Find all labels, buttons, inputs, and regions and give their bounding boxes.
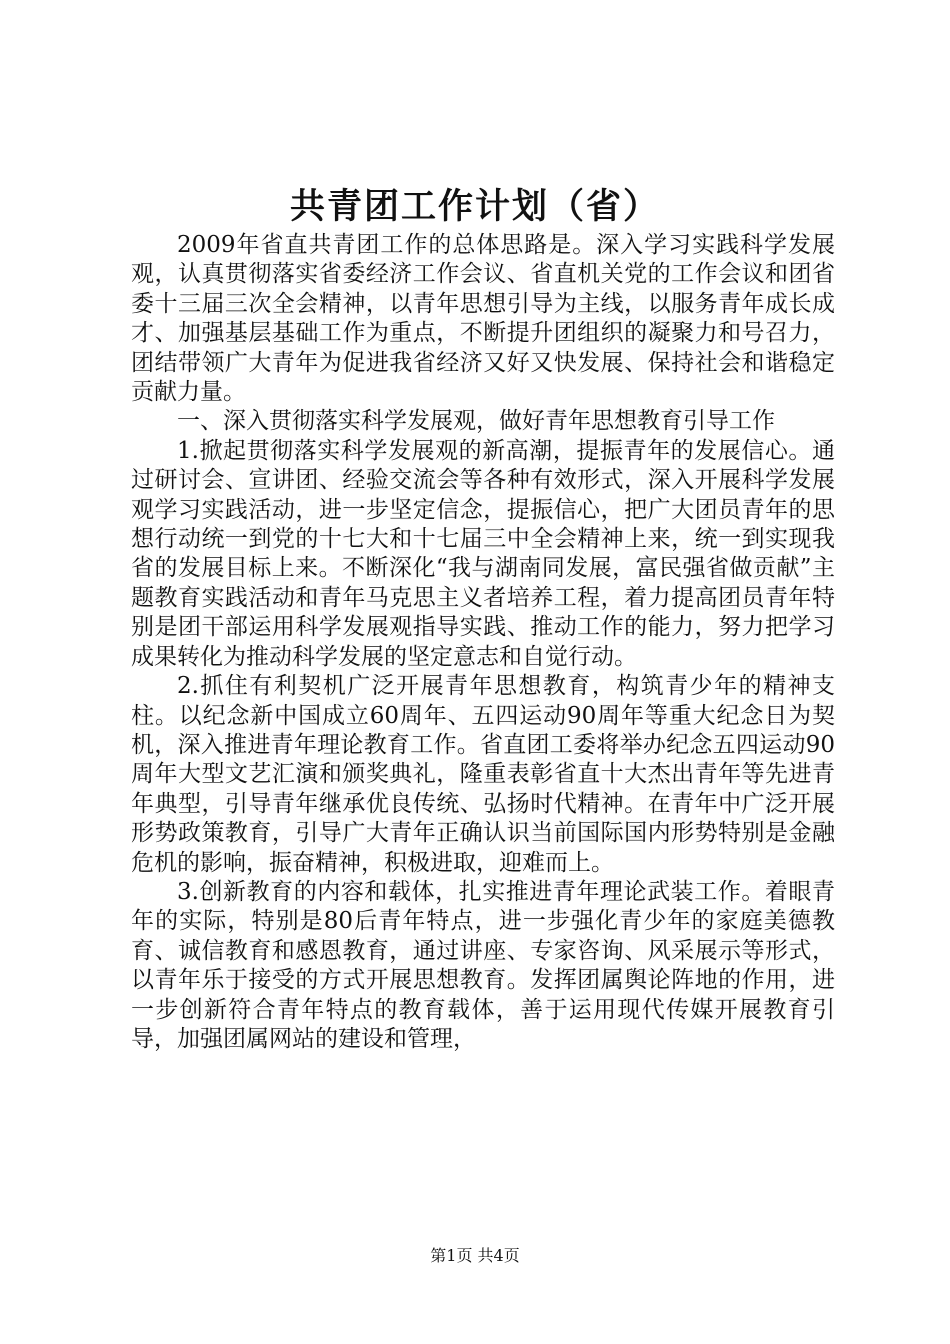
paragraph-intro: 2009年省直共青团工作的总体思路是。深入学习实践科学发展观，认真贯彻落实省委经济工作会议、省直机关党的工作会议和团省委十三届三次全会精神，以青年思想引导为主线，以服务青年成长成才、加强基层基础工作为重点，不断提升团组织的凝聚力和号召力，团结带领广大青年为促进我省经济又好又快发展、保持社会和谐稳定贡献力量。 bbox=[131, 232, 835, 406]
paragraph-item-1: 1.掀起贯彻落实科学发展观的新高潮，提振青年的发展信心。通过研讨会、宣讲团、经验交流会等各种有效形式，深入开展科学发展观学习实践活动，进一步坚定信念，提振信心，把广大团员青年的思想行动统一到党的十七大和十七届三中全会精神上来，统一到实现我省的发展目标上来。不断深化“我与湖南同发展，富民强省做贡献”主题教育实践活动和青年马克思主义者培养工程，着力提高团员青年特别是团干部运用科学发展观指导实践、推动工作的能力，努力把学习成果转化为推动科学发展的坚定意志和自觉行动。 bbox=[131, 437, 835, 670]
section-heading-1: 一、深入贯彻落实科学发展观，做好青年思想教育引导工作 bbox=[177, 408, 775, 435]
document-body bbox=[131, 231, 835, 1054]
paragraph-item-3: 3.创新教育的内容和载体，扎实推进青年理论武装工作。着眼青年的实际，特别是80后青年特点，进一步强化青少年的家庭美德教育、诚信教育和感恩教育，通过讲座、专家咨询、风采展示等形式，以青年乐于接受的方式开展思想教育。发挥团属舆论阵地的作用，进一步创新符合青年特点的教育载体，善于运用现代传媒开展教育引导，加强团属网站的建设和管理， bbox=[131, 878, 835, 1052]
page-number-footer: 第1页 共4页 bbox=[430, 1246, 520, 1265]
document-title: 共青团工作计划（省） bbox=[289, 186, 660, 227]
paragraph-item-2: 2.抓住有利契机广泛开展青年思想教育，构筑青少年的精神支柱。以纪念新中国成立60周年、五四运动90周年等重大纪念日为契机，深入推进青年理论教育工作。省直团工委将举办纪念五四运动90周年大型文艺汇演和颁奖典礼，隆重表彰省直十大杰出青年等先进青年典型，引导青年继承优良传统、弘扬时代精神。在青年中广泛开展形势政策教育，引导广大青年正确认识当前国际国内形势特别是金融危机的影响，振奋精神，积极进取，迎难而上。 bbox=[131, 673, 835, 876]
